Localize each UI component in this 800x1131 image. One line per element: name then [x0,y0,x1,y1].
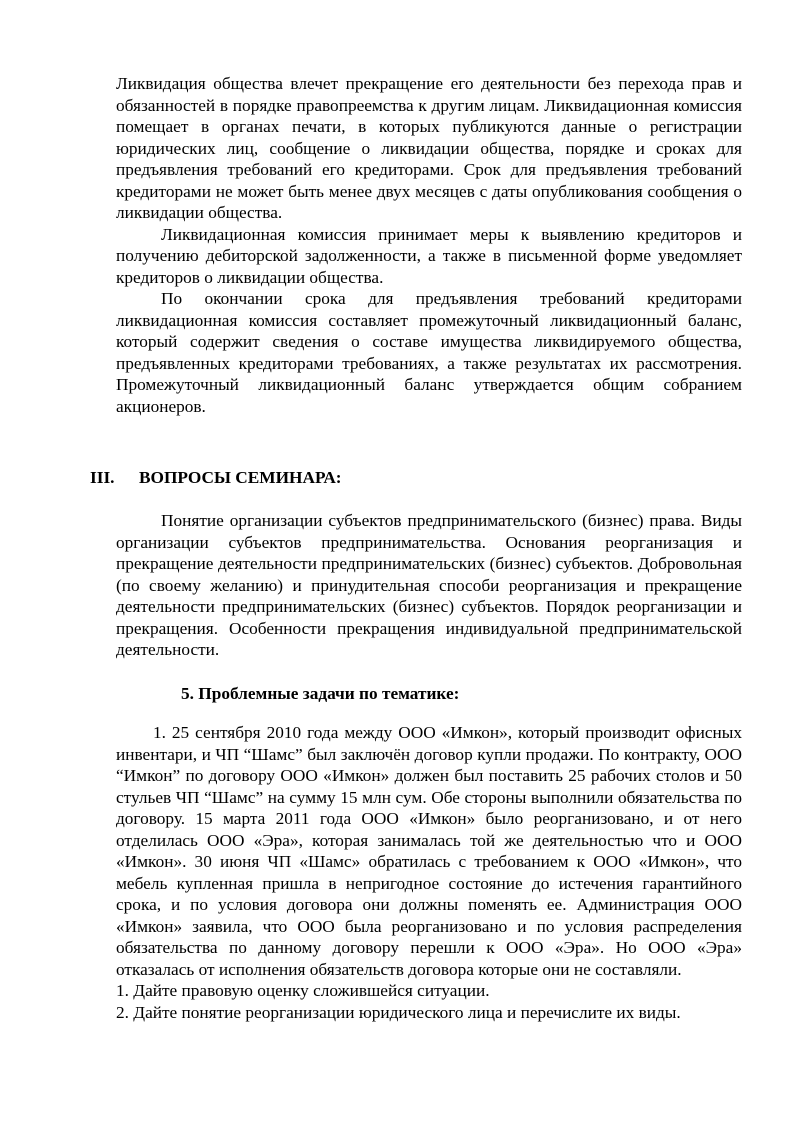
paragraph-liquidation-effect: Ликвидация общества влечет прекращение его деятельности без перехода прав и обязанностей в порядке правопреемства к другим лицам. Ликвидационная комиссия помещает в органах печати, в которых публикуются данные о регистрации юридических лиц, сообщение о ликвидации общества, порядке и сроках для предъявления требований его кредиторами. Срок для предъявления требований кредиторами не может быть менее двух месяцев с даты опубликования сообщения о ликвидации общества. [116,74,742,222]
paragraph-interim-balance: По окончании срока для предъявления требований кредиторами ликвидационная комиссия составляет промежуточный ликвидационный баланс, который содержит сведения о составе имущества ликвидируемого общества, предъявленных кредиторами требованиях, а также результатах их рассмотрения. Промежуточный ликвидационный баланс утверждается общим собранием акционеров. [116,289,742,416]
liquidation-text-block [116,73,742,417]
task-question-1: 1. Дайте правовую оценку сложившейся ситуации. [116,981,490,1000]
tasks-heading: 5. Проблемные задачи по тематике: [181,684,460,703]
task-text: 1. 25 сентября 2010 года между ООО «Имкон», который производит офисных инвентари, и ЧП “Шамс” был заключён договор купли продажи. По контракту, ООО “Имкон” по договору ООО «Имкон» должен был поставить 25 рабочих столов и 50 стульев ЧП “Шамс” на сумму 15 млн сум. Обе стороны выполнили обязательства по договору. 15 марта 2011 года ООО «Имкон» было реорганизовано, и от него отделилась ООО «Эра», которая занималась той же деятельностью что и ООО «Имкон». 30 июня ЧП «Шамс» обратилась с требованием к ООО «Имкон», что мебель купленная пришла в непригодное состояние до истечения гарантийного срока, и по условия договора они должны поменять ее. Администрация ООО «Имкон» заявила, что ООО была реорганизовано и по условия распределения обязательства по данному договору перешли к ООО «Эра». Но ООО «Эра» отказалась от исполнения обязательств договора которые они не составляли. [116,723,742,979]
paragraph-creditor-measures: Ликвидационная комиссия принимает меры к выявлению кредиторов и получению дебиторской задолженности, а также в письменной форме уведомляет кредиторов о ликвидации общества. [116,224,742,287]
problem-task-block [116,722,742,1023]
section-number: III. [90,468,115,487]
task-question-2: 2. Дайте понятие реорганизации юридического лица и перечислите их виды. [116,1002,681,1022]
section-title: ВОПРОСЫ СЕМИНАРА: [139,468,342,487]
seminar-questions-block [116,510,742,661]
section-heading [90,467,342,489]
seminar-text: Понятие организации субъектов предпринимательского (бизнес) права. Виды организации субъектов предпринимательства. Основания реорганизация и прекращение деятельности предпринимательских (бизнес) субъектов. Добровольная (по своему желанию) и принудительная способи реорганизация и прекращение деятельности предпринимательских (бизнес) субъектов. Порядок реорганизации и прекращения. Особенности прекращения индивидуальной предпринимательской деятельности. [116,511,742,659]
